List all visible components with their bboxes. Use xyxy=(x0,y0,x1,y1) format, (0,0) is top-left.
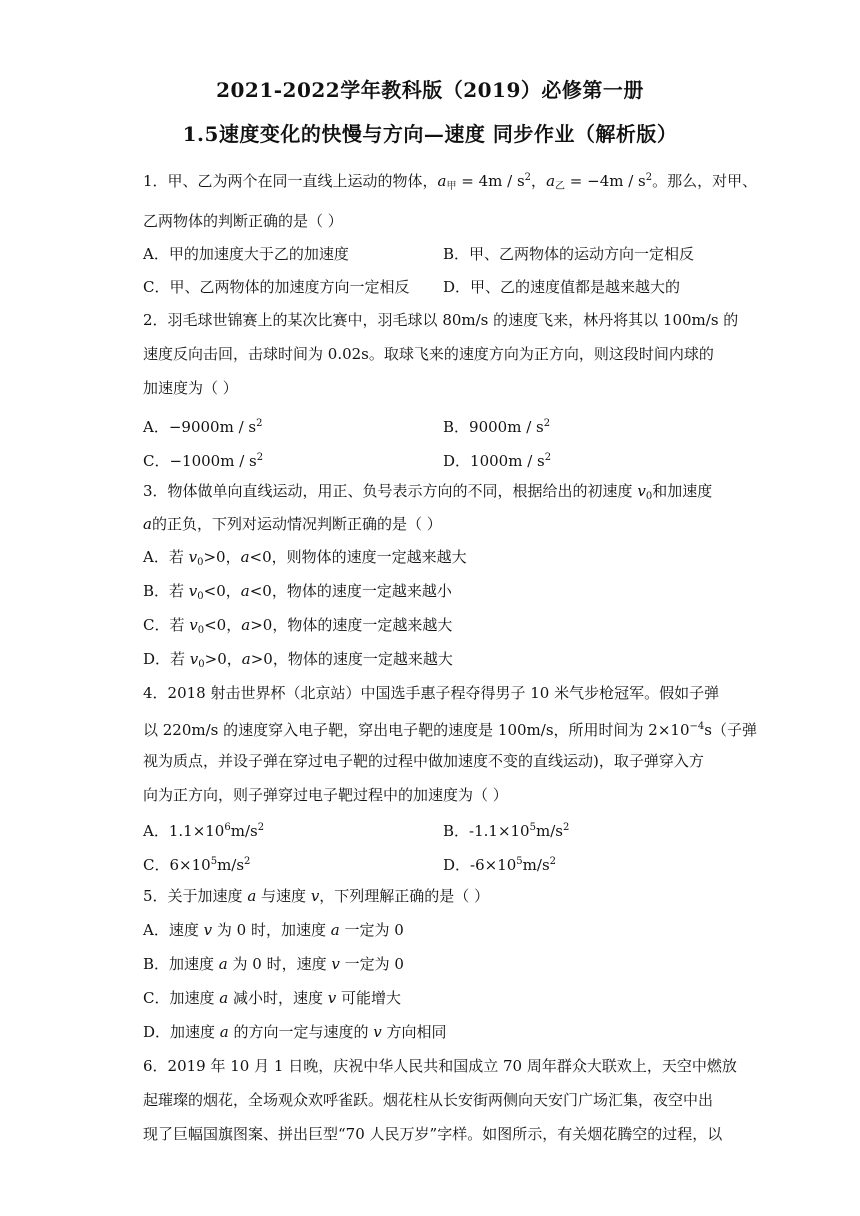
q2-option-b: B．$9000m / s^2$ xyxy=(443,418,551,436)
q3-option-b: B．若 $v_0<0$，a<0，物体的速度一定越来越小 xyxy=(143,582,452,602)
q4-stem-line1: 4．2018 射击世界杯（北京站）中国选手惠子程夺得男子 10 米气步枪冠军。假如子弹 xyxy=(143,684,720,702)
q3-option-a: A．若 $v_0>0$，a<0，则物体的速度一定越来越大 xyxy=(143,548,467,568)
q1-option-a: A．甲的加速度大于乙的加速度 xyxy=(143,245,349,263)
q2-option-a: A．$-9000m / s^2$ xyxy=(143,418,263,436)
q2-stem-line3: 加速度为（ ） xyxy=(143,379,238,397)
q4-option-c: C．$6\times 10^5m/s^2$ xyxy=(143,856,251,874)
q3-option-c: C．若 $v_0<0$，a>0，物体的速度一定越来越大 xyxy=(143,616,453,636)
q4-stem-line2: 以 220m/s 的速度穿入电子靶，穿出电子靶的速度是 100m/s，所用时间为 $2\times 10^{-4}s$（子弹 xyxy=(143,721,757,739)
q4-option-d: D．$-6\times 10^5m/s^2$ xyxy=(443,856,557,874)
q1-option-c: C．甲、乙两物体的加速度方向一定相反 xyxy=(143,278,410,296)
q4-option-b: B．$-1.1\times 10^5m/s^2$ xyxy=(443,822,570,840)
q5-stem: 5．关于加速度 a 与速度 v，下列理解正确的是（ ） xyxy=(143,887,490,905)
q5-option-a: A．速度 v 为 0 时，加速度 a 一定为 0 xyxy=(143,921,404,939)
q1-option-b: B．甲、乙两物体的运动方向一定相反 xyxy=(443,245,695,263)
q6-stem-line1: 6．2019 年 10 月 1 日晚，庆祝中华人民共和国成立 70 周年群众大联欢上，天空中燃放 xyxy=(143,1057,737,1075)
q3-option-d: D．若 $v_0>0$，a>0，物体的速度一定越来越大 xyxy=(143,650,453,670)
q3-stem-line1: 3．物体做单向直线运动，用正、负号表示方向的不同，根据给出的初速度 $v_0$和加速度 xyxy=(143,482,713,502)
q1-option-d: D．甲、乙的速度值都是越来越大的 xyxy=(443,278,681,296)
q1-stem-line1: 1．甲、乙为两个在同一直线上运动的物体，$a_甲 = 4m / s^2$，$a_乙 = -4m / s^2$。那么，对甲、 xyxy=(143,172,758,192)
q6-stem-line3: 现了巨幅国旗图案、拼出巨型“70 人民万岁”字样。如图所示，有关烟花腾空的过程，以 xyxy=(143,1125,723,1143)
q2-option-c: C．$-1000m / s^2$ xyxy=(143,452,264,470)
q2-option-d: D．$1000m / s^2$ xyxy=(443,452,552,470)
q5-option-d: D．加速度 a 的方向一定与速度的 v 方向相同 xyxy=(143,1023,447,1041)
document-title: 2021-2022学年教科版（2019）必修第一册 xyxy=(216,78,644,102)
document-subtitle: 1.5速度变化的快慢与方向—速度 同步作业（解析版） xyxy=(182,122,678,146)
q1-stem-line2: 乙两物体的判断正确的是（ ） xyxy=(143,212,343,230)
q4-stem-line3: 视为质点，并设子弹在穿过电子靶的过程中做加速度不变的直线运动)，取子弹穿入方 xyxy=(143,752,704,770)
q6-stem-line2: 起璀璨的烟花，全场观众欢呼雀跃。烟花柱从长安街两侧向天安门广场汇集，夜空中出 xyxy=(143,1091,714,1109)
q3-stem-line2: a的正负，下列对运动情况判断正确的是（ ） xyxy=(143,515,442,533)
q5-option-b: B．加速度 a 为 0 时，速度 v 一定为 0 xyxy=(143,955,404,973)
q5-option-c: C．加速度 a 减小时，速度 v 可能增大 xyxy=(143,989,402,1007)
q2-stem-line1: 2．羽毛球世锦赛上的某次比赛中，羽毛球以 80m/s 的速度飞来，林丹将其以 100m/s 的 xyxy=(143,311,739,329)
q4-stem-line4: 向为正方向，则子弹穿过电子靶过程中的加速度为（ ） xyxy=(143,786,508,804)
q4-option-a: A．$1.1\times 10^6m/s^2$ xyxy=(143,822,265,840)
q2-stem-line2: 速度反向击回，击球时间为 0.02s。取球飞来的速度方向为正方向，则这段时间内球的 xyxy=(143,345,714,363)
